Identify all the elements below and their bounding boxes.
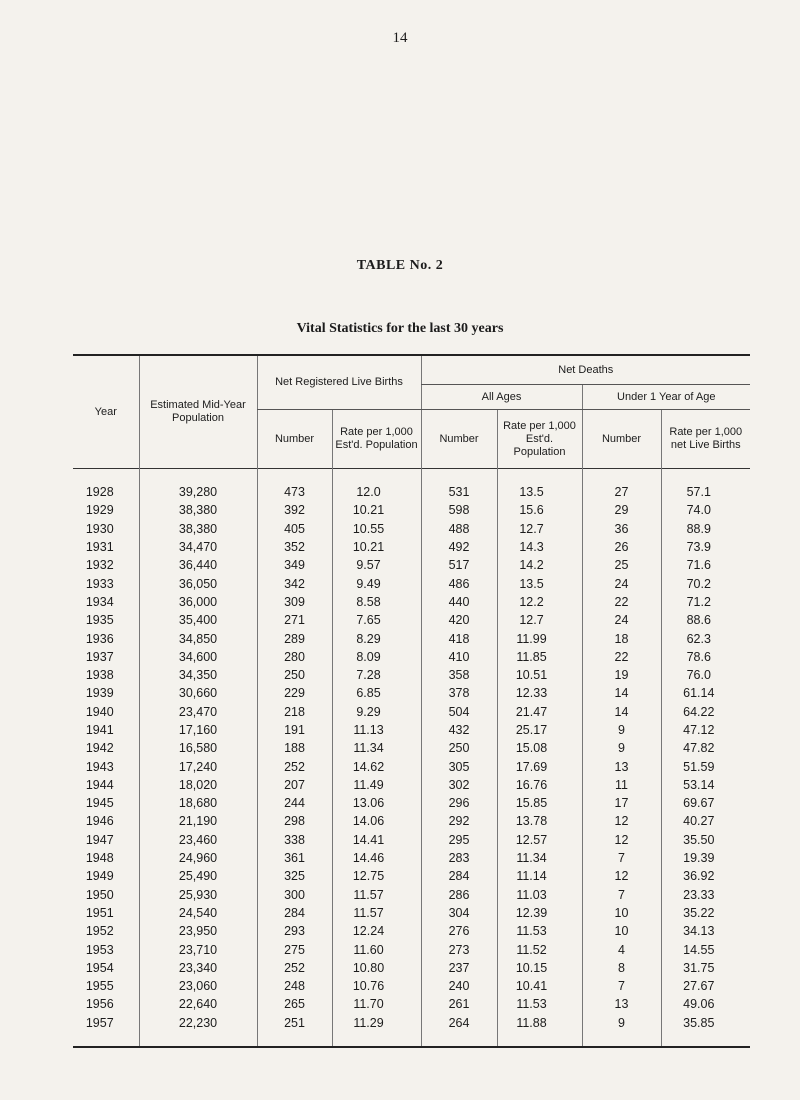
cell-infant-number: 14 — [582, 684, 661, 702]
cell-year: 1939 — [73, 684, 139, 702]
table-row — [73, 776, 750, 794]
table-row — [73, 1014, 750, 1047]
cell-infant-number: 9 — [582, 721, 661, 739]
cell-births-rate: 8.09 — [332, 648, 421, 666]
cell-births-rate: 12.24 — [332, 922, 421, 940]
cell-infant-rate: 71.2 — [661, 593, 750, 611]
cell-population: 21,190 — [139, 812, 257, 830]
cell-infant-number: 13 — [582, 757, 661, 775]
cell-year: 1945 — [73, 794, 139, 812]
cell-births-number: 250 — [257, 666, 332, 684]
cell-deaths-number: 296 — [421, 794, 497, 812]
cell-population: 38,380 — [139, 501, 257, 519]
header-infant-number: Number — [582, 410, 661, 469]
cell-year: 1938 — [73, 666, 139, 684]
cell-population: 16,580 — [139, 739, 257, 757]
table-header — [73, 355, 750, 469]
cell-population: 38,380 — [139, 520, 257, 538]
cell-year: 1950 — [73, 886, 139, 904]
cell-deaths-rate: 12.2 — [497, 593, 582, 611]
cell-births-number: 191 — [257, 721, 332, 739]
spacer-cell — [497, 469, 582, 484]
page-number: 14 — [392, 30, 408, 46]
cell-births-rate: 8.58 — [332, 593, 421, 611]
cell-births-number: 244 — [257, 794, 332, 812]
spacer-row — [73, 469, 750, 484]
cell-births-rate: 11.57 — [332, 904, 421, 922]
cell-year: 1934 — [73, 593, 139, 611]
table-number: TABLE No. 2 — [356, 258, 444, 273]
table-row — [73, 940, 750, 958]
cell-population: 24,540 — [139, 904, 257, 922]
spacer-cell — [257, 469, 332, 484]
cell-births-number: 252 — [257, 757, 332, 775]
cell-births-number: 207 — [257, 776, 332, 794]
cell-deaths-rate: 12.57 — [497, 831, 582, 849]
cell-infant-number: 25 — [582, 556, 661, 574]
cell-births-number: 248 — [257, 977, 332, 995]
cell-births-number: 309 — [257, 593, 332, 611]
header-births-number: Number — [257, 410, 332, 469]
cell-year: 1935 — [73, 611, 139, 629]
cell-infant-rate: 31.75 — [661, 959, 750, 977]
cell-population: 39,280 — [139, 483, 257, 501]
cell-deaths-rate: 11.85 — [497, 648, 582, 666]
spacer-cell — [332, 469, 421, 484]
cell-infant-number: 18 — [582, 629, 661, 647]
cell-infant-rate: 35.85 — [661, 1014, 750, 1047]
cell-deaths-number: 432 — [421, 721, 497, 739]
cell-deaths-rate: 10.41 — [497, 977, 582, 995]
table-row — [73, 959, 750, 977]
cell-year: 1957 — [73, 1014, 139, 1047]
cell-infant-number: 9 — [582, 739, 661, 757]
table-row — [73, 757, 750, 775]
cell-infant-number: 10 — [582, 922, 661, 940]
cell-deaths-number: 273 — [421, 940, 497, 958]
cell-births-number: 271 — [257, 611, 332, 629]
cell-births-rate: 11.13 — [332, 721, 421, 739]
cell-deaths-rate: 12.33 — [497, 684, 582, 702]
cell-deaths-rate: 17.69 — [497, 757, 582, 775]
cell-deaths-rate: 11.34 — [497, 849, 582, 867]
cell-births-number: 252 — [257, 959, 332, 977]
cell-infant-rate: 51.59 — [661, 757, 750, 775]
cell-deaths-number: 504 — [421, 703, 497, 721]
cell-population: 18,020 — [139, 776, 257, 794]
table-row — [73, 684, 750, 702]
header-all-ages: All Ages — [421, 385, 582, 410]
cell-deaths-rate: 14.3 — [497, 538, 582, 556]
cell-deaths-rate: 15.08 — [497, 739, 582, 757]
cell-deaths-rate: 21.47 — [497, 703, 582, 721]
cell-year: 1940 — [73, 703, 139, 721]
cell-births-number: 473 — [257, 483, 332, 501]
cell-deaths-rate: 13.5 — [497, 574, 582, 592]
cell-year: 1955 — [73, 977, 139, 995]
cell-population: 23,710 — [139, 940, 257, 958]
cell-deaths-number: 240 — [421, 977, 497, 995]
cell-births-rate: 10.21 — [332, 501, 421, 519]
cell-deaths-rate: 10.15 — [497, 959, 582, 977]
table-row — [73, 995, 750, 1013]
table-row — [73, 501, 750, 519]
table-row — [73, 867, 750, 885]
cell-infant-rate: 62.3 — [661, 629, 750, 647]
cell-deaths-rate: 11.99 — [497, 629, 582, 647]
cell-deaths-rate: 15.6 — [497, 501, 582, 519]
cell-year: 1947 — [73, 831, 139, 849]
cell-deaths-rate: 13.5 — [497, 483, 582, 501]
cell-infant-rate: 74.0 — [661, 501, 750, 519]
cell-infant-number: 9 — [582, 1014, 661, 1047]
table-body — [73, 469, 750, 1047]
cell-deaths-number: 358 — [421, 666, 497, 684]
cell-infant-rate: 36.92 — [661, 867, 750, 885]
cell-population: 36,050 — [139, 574, 257, 592]
cell-births-rate: 10.55 — [332, 520, 421, 538]
cell-births-rate: 11.29 — [332, 1014, 421, 1047]
table-row — [73, 977, 750, 995]
cell-population: 23,950 — [139, 922, 257, 940]
cell-births-number: 298 — [257, 812, 332, 830]
cell-infant-rate: 40.27 — [661, 812, 750, 830]
cell-infant-rate: 47.12 — [661, 721, 750, 739]
table-row — [73, 794, 750, 812]
cell-year: 1941 — [73, 721, 139, 739]
cell-births-rate: 10.76 — [332, 977, 421, 995]
cell-births-number: 229 — [257, 684, 332, 702]
cell-year: 1948 — [73, 849, 139, 867]
table-row — [73, 538, 750, 556]
header-population: Estimated Mid-Year Population — [139, 355, 257, 469]
cell-births-number: 293 — [257, 922, 332, 940]
cell-infant-rate: 88.9 — [661, 520, 750, 538]
cell-deaths-number: 517 — [421, 556, 497, 574]
cell-population: 17,160 — [139, 721, 257, 739]
cell-infant-rate: 34.13 — [661, 922, 750, 940]
cell-year: 1951 — [73, 904, 139, 922]
table-row — [73, 904, 750, 922]
cell-infant-number: 17 — [582, 794, 661, 812]
cell-population: 22,230 — [139, 1014, 257, 1047]
cell-infant-number: 12 — [582, 867, 661, 885]
cell-year: 1928 — [73, 483, 139, 501]
cell-deaths-rate: 11.14 — [497, 867, 582, 885]
table-row — [73, 721, 750, 739]
cell-year: 1933 — [73, 574, 139, 592]
header-deaths-number: Number — [421, 410, 497, 469]
cell-births-number: 265 — [257, 995, 332, 1013]
cell-infant-number: 27 — [582, 483, 661, 501]
cell-year: 1930 — [73, 520, 139, 538]
table-row — [73, 849, 750, 867]
cell-year: 1943 — [73, 757, 139, 775]
cell-year: 1937 — [73, 648, 139, 666]
cell-deaths-number: 418 — [421, 629, 497, 647]
cell-births-number: 188 — [257, 739, 332, 757]
cell-population: 23,340 — [139, 959, 257, 977]
cell-infant-number: 14 — [582, 703, 661, 721]
cell-births-rate: 11.70 — [332, 995, 421, 1013]
cell-deaths-rate: 13.78 — [497, 812, 582, 830]
cell-population: 34,600 — [139, 648, 257, 666]
cell-infant-number: 13 — [582, 995, 661, 1013]
cell-infant-number: 7 — [582, 849, 661, 867]
cell-births-rate: 14.06 — [332, 812, 421, 830]
cell-infant-rate: 35.22 — [661, 904, 750, 922]
table-row — [73, 812, 750, 830]
cell-population: 36,440 — [139, 556, 257, 574]
cell-year: 1953 — [73, 940, 139, 958]
cell-deaths-number: 486 — [421, 574, 497, 592]
cell-deaths-number: 302 — [421, 776, 497, 794]
header-deaths-group: Net Deaths — [421, 355, 750, 385]
spacer-cell — [661, 469, 750, 484]
cell-births-number: 349 — [257, 556, 332, 574]
cell-deaths-number: 304 — [421, 904, 497, 922]
header-deaths-rate: Rate per 1,000 Est'd. Population — [497, 410, 582, 469]
cell-population: 35,400 — [139, 611, 257, 629]
cell-deaths-number: 276 — [421, 922, 497, 940]
cell-births-rate: 9.49 — [332, 574, 421, 592]
cell-population: 24,960 — [139, 849, 257, 867]
cell-infant-number: 12 — [582, 812, 661, 830]
cell-population: 17,240 — [139, 757, 257, 775]
cell-deaths-number: 492 — [421, 538, 497, 556]
cell-year: 1954 — [73, 959, 139, 977]
cell-births-rate: 8.29 — [332, 629, 421, 647]
cell-infant-number: 7 — [582, 977, 661, 995]
cell-infant-rate: 61.14 — [661, 684, 750, 702]
cell-births-number: 280 — [257, 648, 332, 666]
cell-population: 18,680 — [139, 794, 257, 812]
cell-deaths-number: 378 — [421, 684, 497, 702]
cell-deaths-rate: 12.7 — [497, 520, 582, 538]
cell-births-rate: 7.28 — [332, 666, 421, 684]
cell-deaths-rate: 25.17 — [497, 721, 582, 739]
cell-infant-number: 7 — [582, 886, 661, 904]
cell-deaths-rate: 15.85 — [497, 794, 582, 812]
cell-births-rate: 11.34 — [332, 739, 421, 757]
cell-population: 23,460 — [139, 831, 257, 849]
cell-deaths-rate: 11.88 — [497, 1014, 582, 1047]
table-row — [73, 703, 750, 721]
cell-infant-rate: 69.67 — [661, 794, 750, 812]
cell-infant-number: 29 — [582, 501, 661, 519]
table-row — [73, 739, 750, 757]
cell-births-rate: 11.57 — [332, 886, 421, 904]
cell-infant-rate: 19.39 — [661, 849, 750, 867]
cell-births-rate: 11.60 — [332, 940, 421, 958]
cell-deaths-number: 292 — [421, 812, 497, 830]
cell-deaths-number: 305 — [421, 757, 497, 775]
cell-population: 34,850 — [139, 629, 257, 647]
header-year: Year — [73, 355, 139, 469]
cell-births-rate: 14.62 — [332, 757, 421, 775]
cell-population: 34,470 — [139, 538, 257, 556]
cell-deaths-number: 264 — [421, 1014, 497, 1047]
cell-births-rate: 12.75 — [332, 867, 421, 885]
cell-births-number: 352 — [257, 538, 332, 556]
cell-births-number: 342 — [257, 574, 332, 592]
spacer-cell — [582, 469, 661, 484]
cell-deaths-number: 237 — [421, 959, 497, 977]
cell-population: 34,350 — [139, 666, 257, 684]
cell-deaths-number: 283 — [421, 849, 497, 867]
spacer-cell — [421, 469, 497, 484]
spacer-cell — [139, 469, 257, 484]
cell-infant-number: 12 — [582, 831, 661, 849]
cell-births-number: 275 — [257, 940, 332, 958]
cell-population: 22,640 — [139, 995, 257, 1013]
cell-deaths-number: 410 — [421, 648, 497, 666]
cell-population: 25,490 — [139, 867, 257, 885]
cell-births-rate: 12.0 — [332, 483, 421, 501]
table-row — [73, 593, 750, 611]
cell-births-number: 405 — [257, 520, 332, 538]
table-title: Vital Statistics for the last 30 years — [296, 321, 504, 336]
cell-year: 1931 — [73, 538, 139, 556]
cell-infant-number: 22 — [582, 593, 661, 611]
cell-deaths-number: 295 — [421, 831, 497, 849]
cell-infant-rate: 64.22 — [661, 703, 750, 721]
cell-births-number: 251 — [257, 1014, 332, 1047]
cell-deaths-rate: 14.2 — [497, 556, 582, 574]
vital-statistics-table — [73, 354, 750, 1048]
cell-births-rate: 9.57 — [332, 556, 421, 574]
cell-births-rate: 14.41 — [332, 831, 421, 849]
cell-deaths-number: 598 — [421, 501, 497, 519]
table-row — [73, 629, 750, 647]
cell-deaths-number: 488 — [421, 520, 497, 538]
header-births-rate: Rate per 1,000 Est'd. Population — [332, 410, 421, 469]
table-row — [73, 574, 750, 592]
cell-deaths-number: 286 — [421, 886, 497, 904]
header-births-group: Net Registered Live Births — [257, 355, 421, 410]
cell-births-number: 300 — [257, 886, 332, 904]
cell-infant-rate: 47.82 — [661, 739, 750, 757]
cell-year: 1946 — [73, 812, 139, 830]
cell-infant-number: 11 — [582, 776, 661, 794]
cell-infant-number: 24 — [582, 611, 661, 629]
table-row — [73, 520, 750, 538]
table-row — [73, 922, 750, 940]
header-infant-rate: Rate per 1,000 net Live Births — [661, 410, 750, 469]
cell-infant-rate: 35.50 — [661, 831, 750, 849]
cell-infant-rate: 27.67 — [661, 977, 750, 995]
cell-deaths-rate: 11.03 — [497, 886, 582, 904]
cell-year: 1936 — [73, 629, 139, 647]
cell-deaths-number: 531 — [421, 483, 497, 501]
cell-births-number: 338 — [257, 831, 332, 849]
cell-deaths-rate: 10.51 — [497, 666, 582, 684]
cell-infant-rate: 73.9 — [661, 538, 750, 556]
cell-year: 1952 — [73, 922, 139, 940]
cell-deaths-number: 261 — [421, 995, 497, 1013]
cell-infant-rate: 49.06 — [661, 995, 750, 1013]
cell-deaths-rate: 11.53 — [497, 995, 582, 1013]
cell-population: 23,060 — [139, 977, 257, 995]
cell-births-number: 392 — [257, 501, 332, 519]
table-row — [73, 886, 750, 904]
table-row — [73, 648, 750, 666]
cell-deaths-number: 440 — [421, 593, 497, 611]
cell-deaths-number: 250 — [421, 739, 497, 757]
cell-births-rate: 7.65 — [332, 611, 421, 629]
cell-infant-rate: 57.1 — [661, 483, 750, 501]
cell-births-number: 325 — [257, 867, 332, 885]
table-row — [73, 483, 750, 501]
cell-infant-rate: 88.6 — [661, 611, 750, 629]
cell-infant-rate: 14.55 — [661, 940, 750, 958]
cell-deaths-rate: 12.7 — [497, 611, 582, 629]
table-row — [73, 611, 750, 629]
cell-year: 1949 — [73, 867, 139, 885]
cell-infant-rate: 53.14 — [661, 776, 750, 794]
cell-infant-number: 36 — [582, 520, 661, 538]
cell-infant-rate: 23.33 — [661, 886, 750, 904]
cell-infant-number: 8 — [582, 959, 661, 977]
cell-births-rate: 10.21 — [332, 538, 421, 556]
cell-deaths-rate: 11.52 — [497, 940, 582, 958]
cell-births-rate: 9.29 — [332, 703, 421, 721]
cell-infant-number: 26 — [582, 538, 661, 556]
cell-deaths-rate: 16.76 — [497, 776, 582, 794]
cell-births-number: 218 — [257, 703, 332, 721]
cell-infant-rate: 71.6 — [661, 556, 750, 574]
cell-year: 1932 — [73, 556, 139, 574]
cell-births-number: 284 — [257, 904, 332, 922]
cell-infant-number: 19 — [582, 666, 661, 684]
cell-births-rate: 10.80 — [332, 959, 421, 977]
spacer-cell — [73, 469, 139, 484]
table-row — [73, 831, 750, 849]
header-under-one: Under 1 Year of Age — [582, 385, 750, 410]
cell-infant-rate: 70.2 — [661, 574, 750, 592]
cell-infant-number: 4 — [582, 940, 661, 958]
cell-births-number: 361 — [257, 849, 332, 867]
cell-population: 25,930 — [139, 886, 257, 904]
table-row — [73, 666, 750, 684]
cell-year: 1944 — [73, 776, 139, 794]
cell-year: 1942 — [73, 739, 139, 757]
table-row — [73, 556, 750, 574]
cell-deaths-number: 420 — [421, 611, 497, 629]
cell-births-rate: 11.49 — [332, 776, 421, 794]
cell-deaths-rate: 12.39 — [497, 904, 582, 922]
cell-year: 1956 — [73, 995, 139, 1013]
cell-infant-number: 22 — [582, 648, 661, 666]
cell-year: 1929 — [73, 501, 139, 519]
cell-deaths-number: 284 — [421, 867, 497, 885]
cell-births-rate: 6.85 — [332, 684, 421, 702]
cell-births-rate: 13.06 — [332, 794, 421, 812]
cell-population: 23,470 — [139, 703, 257, 721]
cell-deaths-rate: 11.53 — [497, 922, 582, 940]
cell-infant-rate: 76.0 — [661, 666, 750, 684]
cell-births-rate: 14.46 — [332, 849, 421, 867]
cell-infant-number: 10 — [582, 904, 661, 922]
cell-population: 36,000 — [139, 593, 257, 611]
cell-infant-rate: 78.6 — [661, 648, 750, 666]
cell-births-number: 289 — [257, 629, 332, 647]
cell-population: 30,660 — [139, 684, 257, 702]
cell-infant-number: 24 — [582, 574, 661, 592]
